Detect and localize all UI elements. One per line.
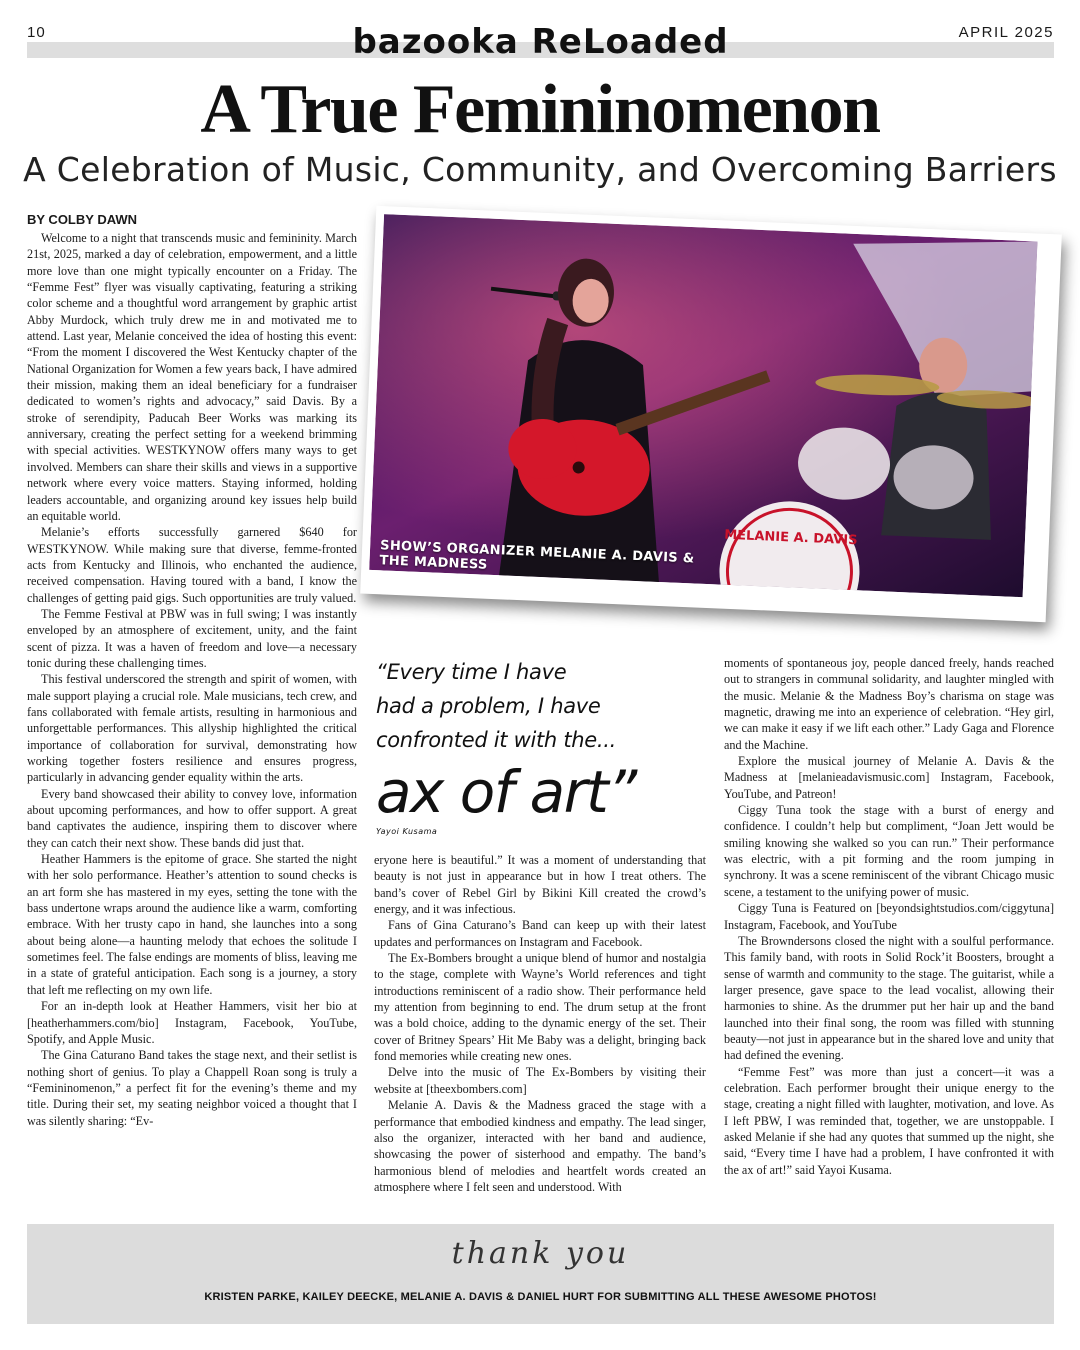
- pull-quote-line-2: had a problem, I have: [376, 694, 601, 718]
- paragraph: Ciggy Tuna is Featured on [beyondsightstudios.com/ciggytuna] Instagram, Facebook, and YouTube: [724, 901, 1054, 932]
- article-column-2: [374, 852, 706, 1215]
- pull-quote: [376, 655, 706, 836]
- paragraph: Heather Hammers is the epitome of grace. She started the night with her solo performance. Heather’s attention to sound checks is an art form she has mastered in my eyes, setting the tone with the bass undertone wraps around the audience like a warm, comforting embrace. With her trusty capo in hand, she launches into a song about being alone—a haunting melody that echoes the solitude I sometimes feel. The false endings are moments of bliss, leaving me in a state of grateful anticipation. Each song is a journey, a story that left me reflecting on my own life.: [27, 852, 357, 997]
- byline: BY COLBY DAWN: [27, 212, 138, 227]
- paragraph: For an in-depth look at Heather Hammers, visit her bio at [heatherhammers.com/bio] Instagram, Facebook, YouTube, Spotify, and Apple Music.: [27, 999, 357, 1046]
- paragraph: The Femme Festival at PBW was in full swing; I was instantly enveloped by an atmosphere of excitement, unity, and the faint scent of pizza. It was a haven of freedom and love—a necessary tonic during these challenging times.: [27, 606, 357, 670]
- paragraph: Ciggy Tuna took the stage with a burst of energy and confidence. I couldn’t help but compliment, “Joan Jett would be smiling knowing she walked so you can run.” Their performance was electric, with a pit forming and the room jumping in synchrony. It was a scene reminiscent of the vibrant Chicago music scene, a testament to the unifying power of music.: [724, 803, 1054, 899]
- drum-head-text: MELANIE A. DAVIS: [723, 527, 858, 549]
- concert-photo: [360, 206, 1062, 622]
- paragraph: The Gina Caturano Band takes the stage next, and their setlist is nothing short of genius. To play a Chappell Roan song is truly a “Femininomenon,” a perfect fit for the evening’s theme and my title. During their set, my seating neighbor voiced a thought that I was silently sharing: “Ev-: [27, 1048, 357, 1128]
- paragraph: The Ex-Bombers brought a unique blend of humor and nostalgia to the stage, complete with Wayne’s World references and tight introductions reminiscent of a radio show. Their performance held my attention from beginning to end. The drum setup at the front was a bold choice, adding to the dynamic energy of the set. Their cover of Britney Spears’ Hit Me Baby was a delight, bringing back fond memories while creating new ones.: [374, 951, 706, 1064]
- paragraph: Welcome to a night that transcends music and femininity. March 21st, 2025, marked a day of celebration, empowerment, and a little more love than one might typically encounter on a Friday. The “Femme Fest” flyer was visually captivating, featuring a striking color scheme and a thoughtful word arrangement by graphic artist Abby Murdock, which truly drew me in and motivated me to attend. Last year, Melanie conceived the idea of hosting this event: “From the moment I discovered the West Kentucky chapter of the National Organization for Women a few years back, I have admired their mission, making them an ideal beneficiary for a fundraiser dedicated to women’s rights and advocacy,” said Davis. By a stroke of serendipity, Paducah Beer Works was marking its anniversary, creating the perfect setting for a weekend brimming with special activities. WESTKYNOW offers many ways to get involved. Members can share their skills and views in a supportive network where every voice matters. Staying informed, holding leaders accountable, and organizing around key issues help build an equitable world.: [27, 231, 357, 523]
- paragraph: Fans of Gina Caturano’s Band can keep up with their latest updates and performances on Instagram and Facebook.: [374, 918, 706, 949]
- paragraph: Melanie’s efforts successfully garnered $640 for WESTKYNOW. While making sure that diverse, femme-fronted acts from Kentucky and Illinois, who enchanted the audience, received compensation. Having toured with a band, I know the challenges of getting paid gigs. Such opportunities are truly valued.: [27, 525, 357, 605]
- paragraph: Delve into the music of The Ex-Bombers by visiting their website at [theexbombers.com]: [374, 1065, 706, 1096]
- paragraph: The Browndersons closed the night with a soulful performance. This family band, with roots in Solid Rock’it Boosters, brought a sense of warmth and community to the stage. The guitarist, while a larger presence, gave space to the lead vocalist, allowing their harmonies to shine. As the drummer put her hair up and the band launched into their final song, the room was filled with stunning beauty—not just in appearance but in the shared love and unity that had defined the evening.: [724, 933, 1054, 1063]
- pull-quote-line-3: confronted it with the...: [376, 728, 617, 752]
- thank-you-script: thank you: [451, 1236, 630, 1271]
- concert-photo-illustration: [369, 214, 1037, 597]
- pull-quote-line-1: “Every time I have: [376, 660, 567, 684]
- paragraph: eryone here is beautiful.” It was a moment of understanding that beauty is not just in appearance but in how I treat others. The band’s cover of Rebel Girl by Bikini Kill created the crowd’s energy, and it was infectious.: [374, 853, 706, 917]
- article-subtitle: A Celebration of Music, Community, and Overcoming Barriers: [23, 150, 1057, 189]
- masthead: [27, 22, 1054, 62]
- page-number: 10: [27, 24, 46, 41]
- article-column-1: [27, 230, 357, 1215]
- paragraph: This festival underscored the strength and spirit of women, with male support playing a crucial role. Male musicians, tech crew, and fans collaborated with female artists, resulting in harmonious and unforgettable performances. This allyship highlighted the critical importance of collaboration for survival, demonstrating how working together fosters resilience and ensures progress, particularly in advancing gender equality within the arts.: [27, 672, 357, 785]
- paragraph: Explore the musical journey of Melanie A. Davis & the Madness at [melanieadavismusic.com] Instagram, Facebook, YouTube, and Patreon!: [724, 754, 1054, 801]
- article-column-3: [724, 655, 1054, 1215]
- pull-quote-attribution: Yayoi Kusama: [376, 827, 438, 836]
- issue-date: APRIL 2025: [958, 24, 1054, 41]
- pull-quote-emphasis: ax of art”: [376, 758, 636, 826]
- paragraph: moments of spontaneous joy, people danced freely, hands reached out to strangers in communal solidarity, and laughter mingled with the music. Melanie & the Madness Boy’s charisma on stage was magnetic, drawing me into an experience of celebration. “Hey girl, we can make it easy if we lift each other.” Lady Gaga and Florence and the Machine.: [724, 656, 1054, 752]
- paragraph: Melanie A. Davis & the Madness graced the stage with a performance that embodied kindness and empathy. The lead singer, also the organizer, interacted with her band and audience, showcasing the power of sisterhood and empathy. The band’s harmonious blend of melodies and heartfelt words created an atmosphere where I felt seen and understood. With: [374, 1098, 706, 1194]
- thank-you-footer: [27, 1224, 1054, 1324]
- article-title: A True Femininomenon: [200, 71, 880, 148]
- photo-credits: KRISTEN PARKE, KAILEY DEECKE, MELANIE A. DAVIS & DANIEL HURT FOR SUBMITTING ALL THESE AWESOME PHOTOS!: [204, 1291, 877, 1303]
- paragraph: “Femme Fest” was more than just a concert—it was a celebration. Each performer brought their unique energy to the stage, creating a night filled with laughter, motivation, and love. As I left PBW, I was reminded that, together, we are unstoppable. I asked Melanie if she had any quotes that summed up the night, she said, “Every time I have had a problem, I have confronted it with the ax of art!” said Yayoi Kusama.: [724, 1064, 1054, 1177]
- publication-logo: bazooka ReLoaded: [352, 22, 729, 62]
- photo-caption: SHOW’S ORGANIZER MELANIE A. DAVIS & THE MADNESS: [379, 538, 695, 573]
- paragraph: Every band showcased their ability to convey love, information about upcoming performances, and how to offer support. A great band captivates the audience, inspiring them to discover where they can catch their next show. These bands did just that.: [27, 786, 357, 850]
